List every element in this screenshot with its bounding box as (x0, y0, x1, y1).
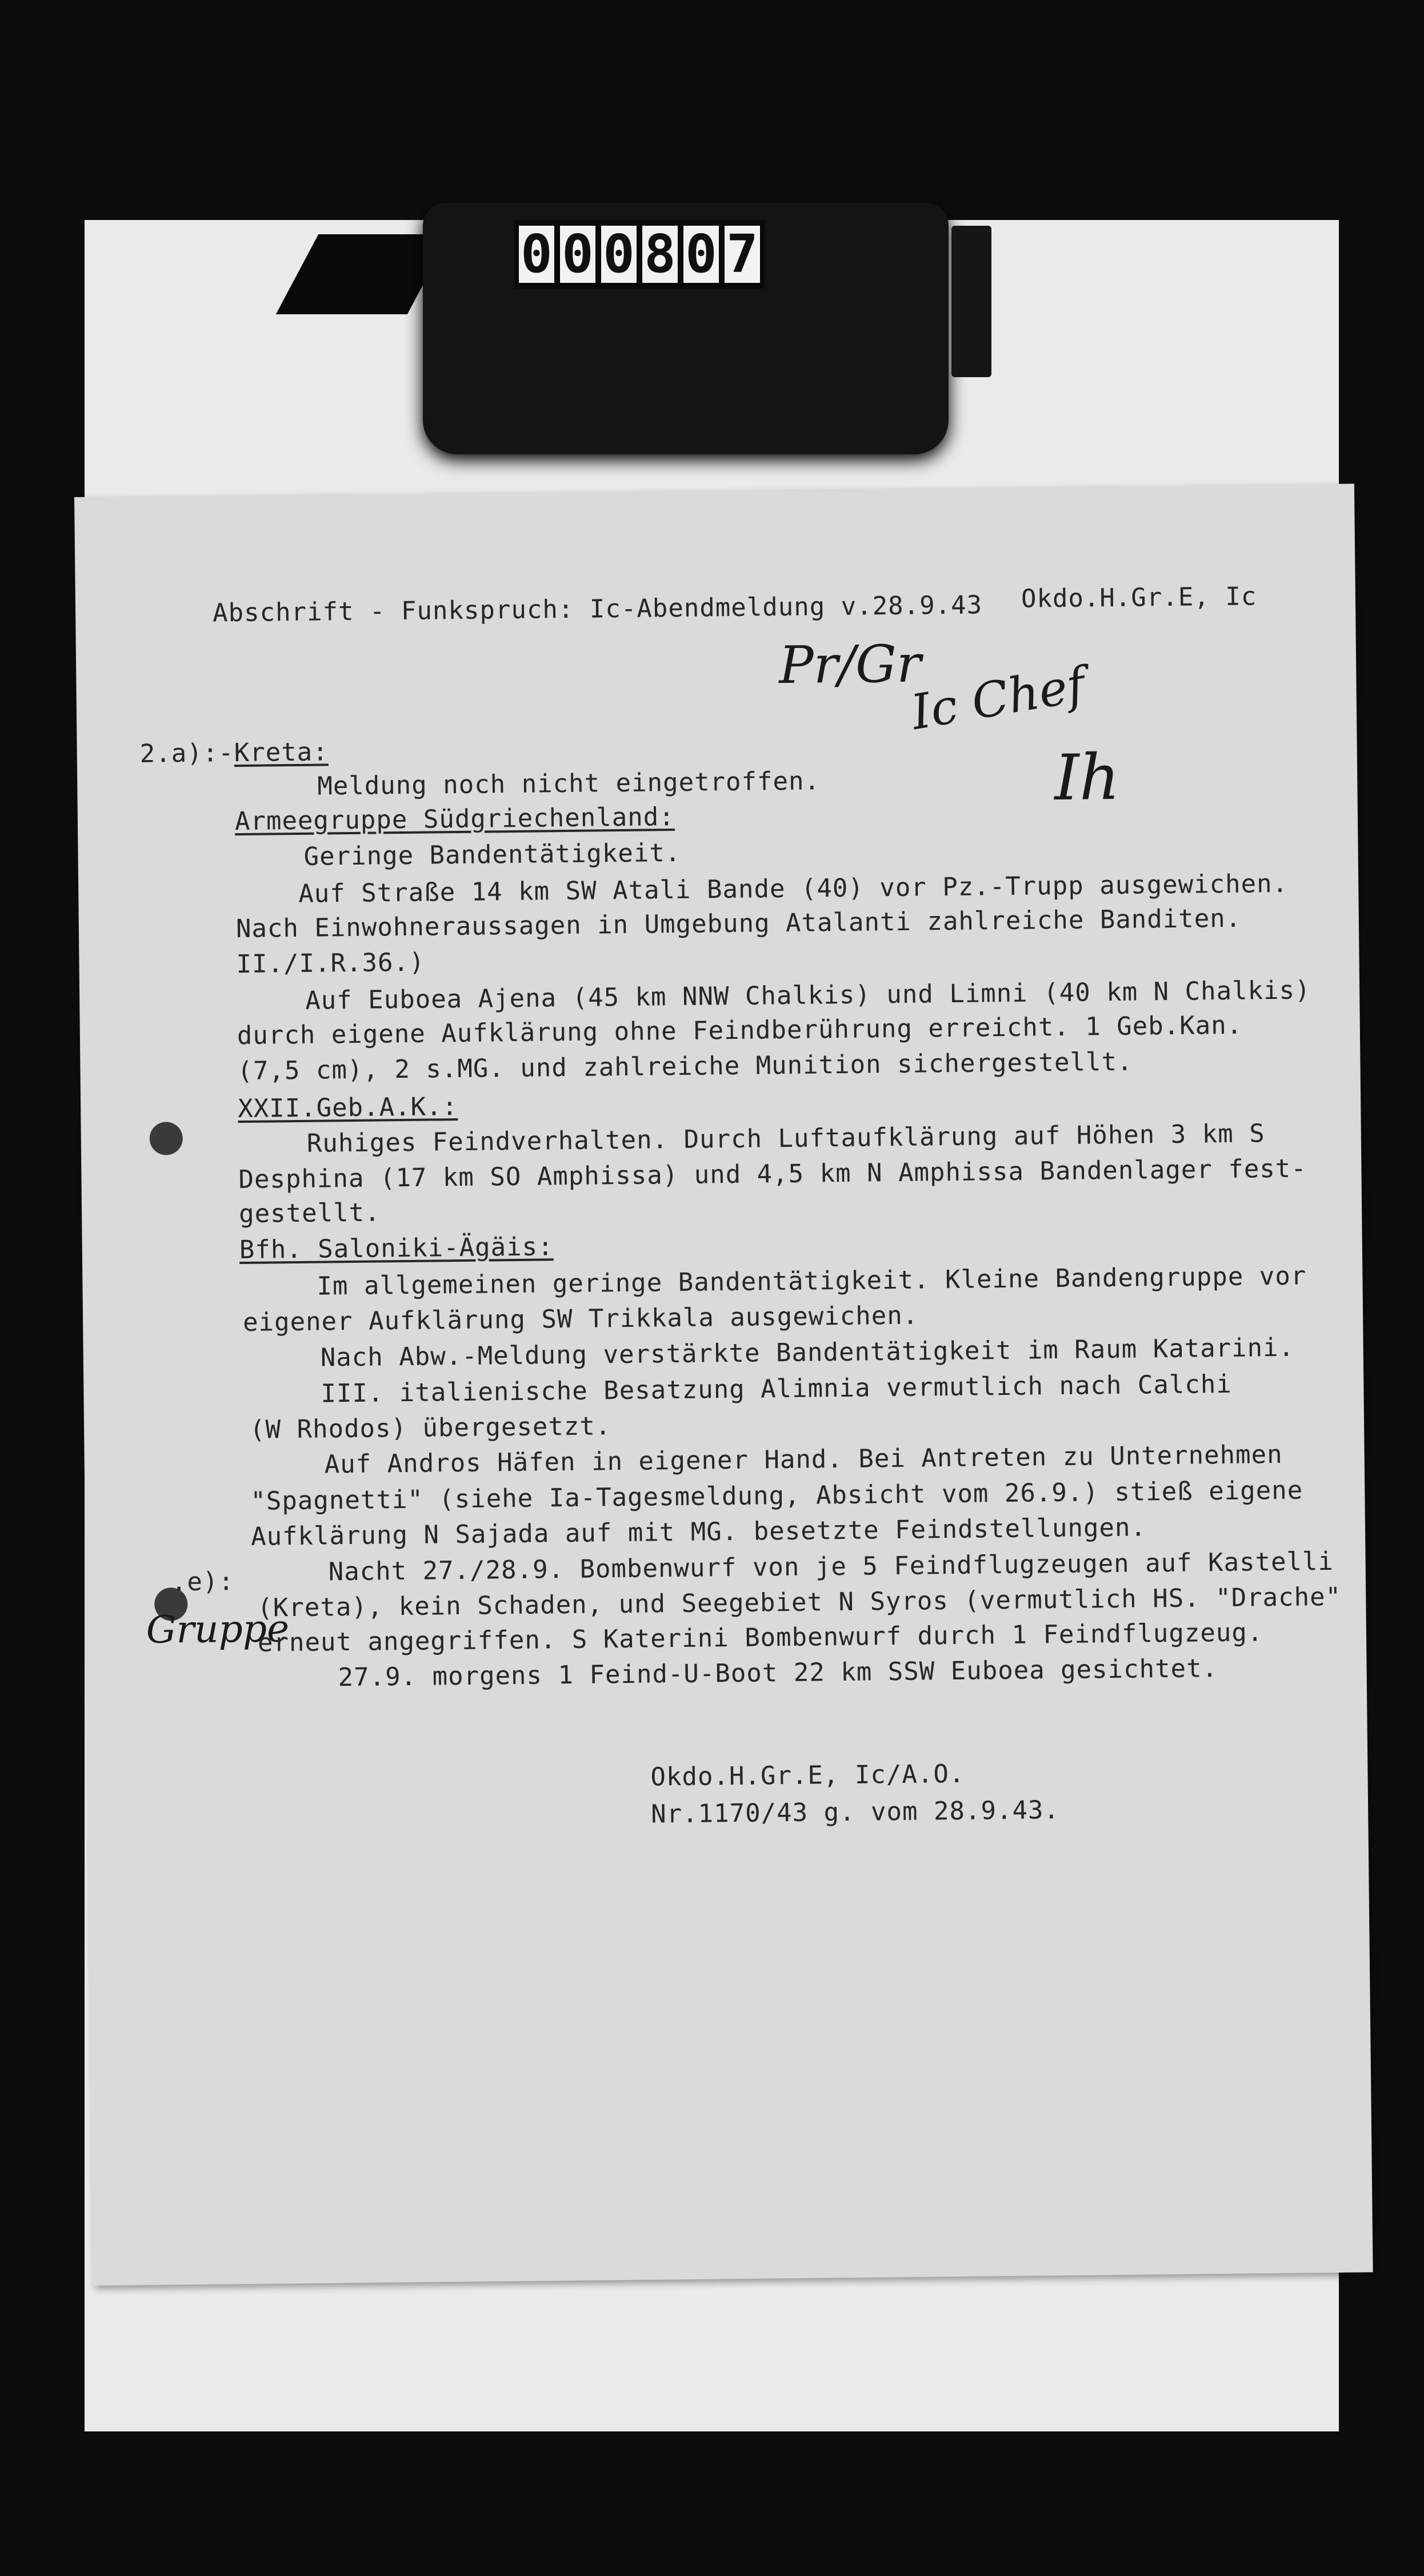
handwritten-margin-note: Gruppe (146, 1606, 290, 1652)
handwritten-note-3: Ih (1054, 740, 1121, 815)
counter-digit: 0 (519, 226, 554, 283)
section-label-e: .e): (171, 1567, 235, 1597)
bfh-line: "Spagnetti" (siehe Ia-Tagesmeldung, Absicht vom 26.9.) stieß eigene (250, 1475, 1303, 1516)
sued-heading: Armeegruppe Südgriechenland: (234, 802, 675, 837)
header-right: Okdo.H.Gr.E, Ic (1021, 582, 1257, 614)
sued-line: II./I.R.36.) (236, 947, 425, 979)
bfh-line: III. italienische Besatzung Alimnia vermutlich nach Calchi (321, 1369, 1233, 1409)
bfh-line: (W Rhodos) übergesetzt. (249, 1411, 611, 1445)
bfh-line: Nach Abw.-Meldung verstärkte Bandentätigkeit im Raum Katarini. (320, 1333, 1295, 1373)
bfh-heading: Bfh. Saloniki-Ägäis: (239, 1232, 554, 1265)
sued-line: durch eigene Aufklärung ohne Feindberührung erreicht. 1 Geb.Kan. (237, 1010, 1243, 1051)
signature-line: Nr.1170/43 g. vom 28.9.43. (650, 1795, 1060, 1829)
e-line: Nacht 27./28.9. Bombenwurf von je 5 Feindflugzeugen auf Kastelli (328, 1547, 1334, 1587)
frame-counter-display (514, 220, 765, 289)
kreta-heading: Kreta: (234, 737, 329, 768)
bfh-line: Aufklärung N Sajada auf mit MG. besetzte Feindstellungen. (250, 1513, 1147, 1551)
section-label-2a: 2.a):- (139, 738, 234, 769)
kreta-text: Meldung noch nicht eingetroffen. (317, 766, 821, 801)
counter-digit: 8 (642, 226, 678, 283)
sued-line: Auf Straße 14 km SW Atali Bande (40) vor Pz.-Trupp ausgewichen. (298, 869, 1289, 909)
sued-line: (7,5 cm), 2 s.MG. und zahlreiche Munition sichergestellt. (237, 1047, 1133, 1086)
e-line: (Kreta), kein Schaden, und Seegebiet N Syros (vermutlich HS. "Drache" (257, 1582, 1342, 1623)
counter-knob (951, 226, 991, 377)
counter-digit: 0 (560, 226, 595, 283)
document-page (74, 484, 1373, 2286)
xxii-heading: XXII.Geb.A.K.: (237, 1092, 458, 1124)
sued-line: Auf Euboea Ajena (45 km NNW Chalkis) und Limni (40 km N Chalkis) (305, 975, 1311, 1015)
xxii-line: gestellt. (238, 1198, 381, 1229)
e-line: 27.9. morgens 1 Feind-U-Boot 22 km SSW Euboea gesichtet. (338, 1654, 1218, 1693)
sued-line: Nach Einwohneraussagen in Umgebung Atalanti zahlreiche Banditen. (235, 903, 1242, 944)
bfh-line: Auf Andros Häfen in eigener Hand. Bei Antreten zu Unternehmen (324, 1439, 1283, 1479)
bfh-line: Im allgemeinen geringe Bandentätigkeit. Kleine Bandengruppe vor (317, 1261, 1307, 1301)
handwritten-note-2: Ic Chef (907, 656, 1089, 741)
bfh-line: eigener Aufklärung SW Trikkala ausgewichen. (242, 1301, 919, 1337)
e-line: erneut angegriffen. S Katerini Bombenwurf durch 1 Feindflugzeug. (257, 1618, 1263, 1658)
header-left: Abschrift - Funkspruch: Ic-Abendmeldung v.28.9.43 (212, 590, 983, 628)
handwritten-note-1: Pr/Gr (778, 634, 922, 696)
counter-digit: 0 (683, 226, 719, 283)
counter-digit: 0 (601, 226, 637, 283)
counter-digit: 7 (725, 226, 760, 283)
xxii-line: Ruhiges Feindverhalten. Durch Luftaufklärung auf Höhen 3 km S (306, 1119, 1265, 1158)
punch-hole (149, 1122, 183, 1155)
xxii-line: Desphina (17 km SO Amphissa) und 4,5 km N Amphissa Bandenlager fest- (238, 1154, 1307, 1195)
signature-line: Okdo.H.Gr.E, Ic/A.O. (650, 1759, 965, 1792)
sued-line: Geringe Bandentätigkeit. (303, 838, 681, 871)
